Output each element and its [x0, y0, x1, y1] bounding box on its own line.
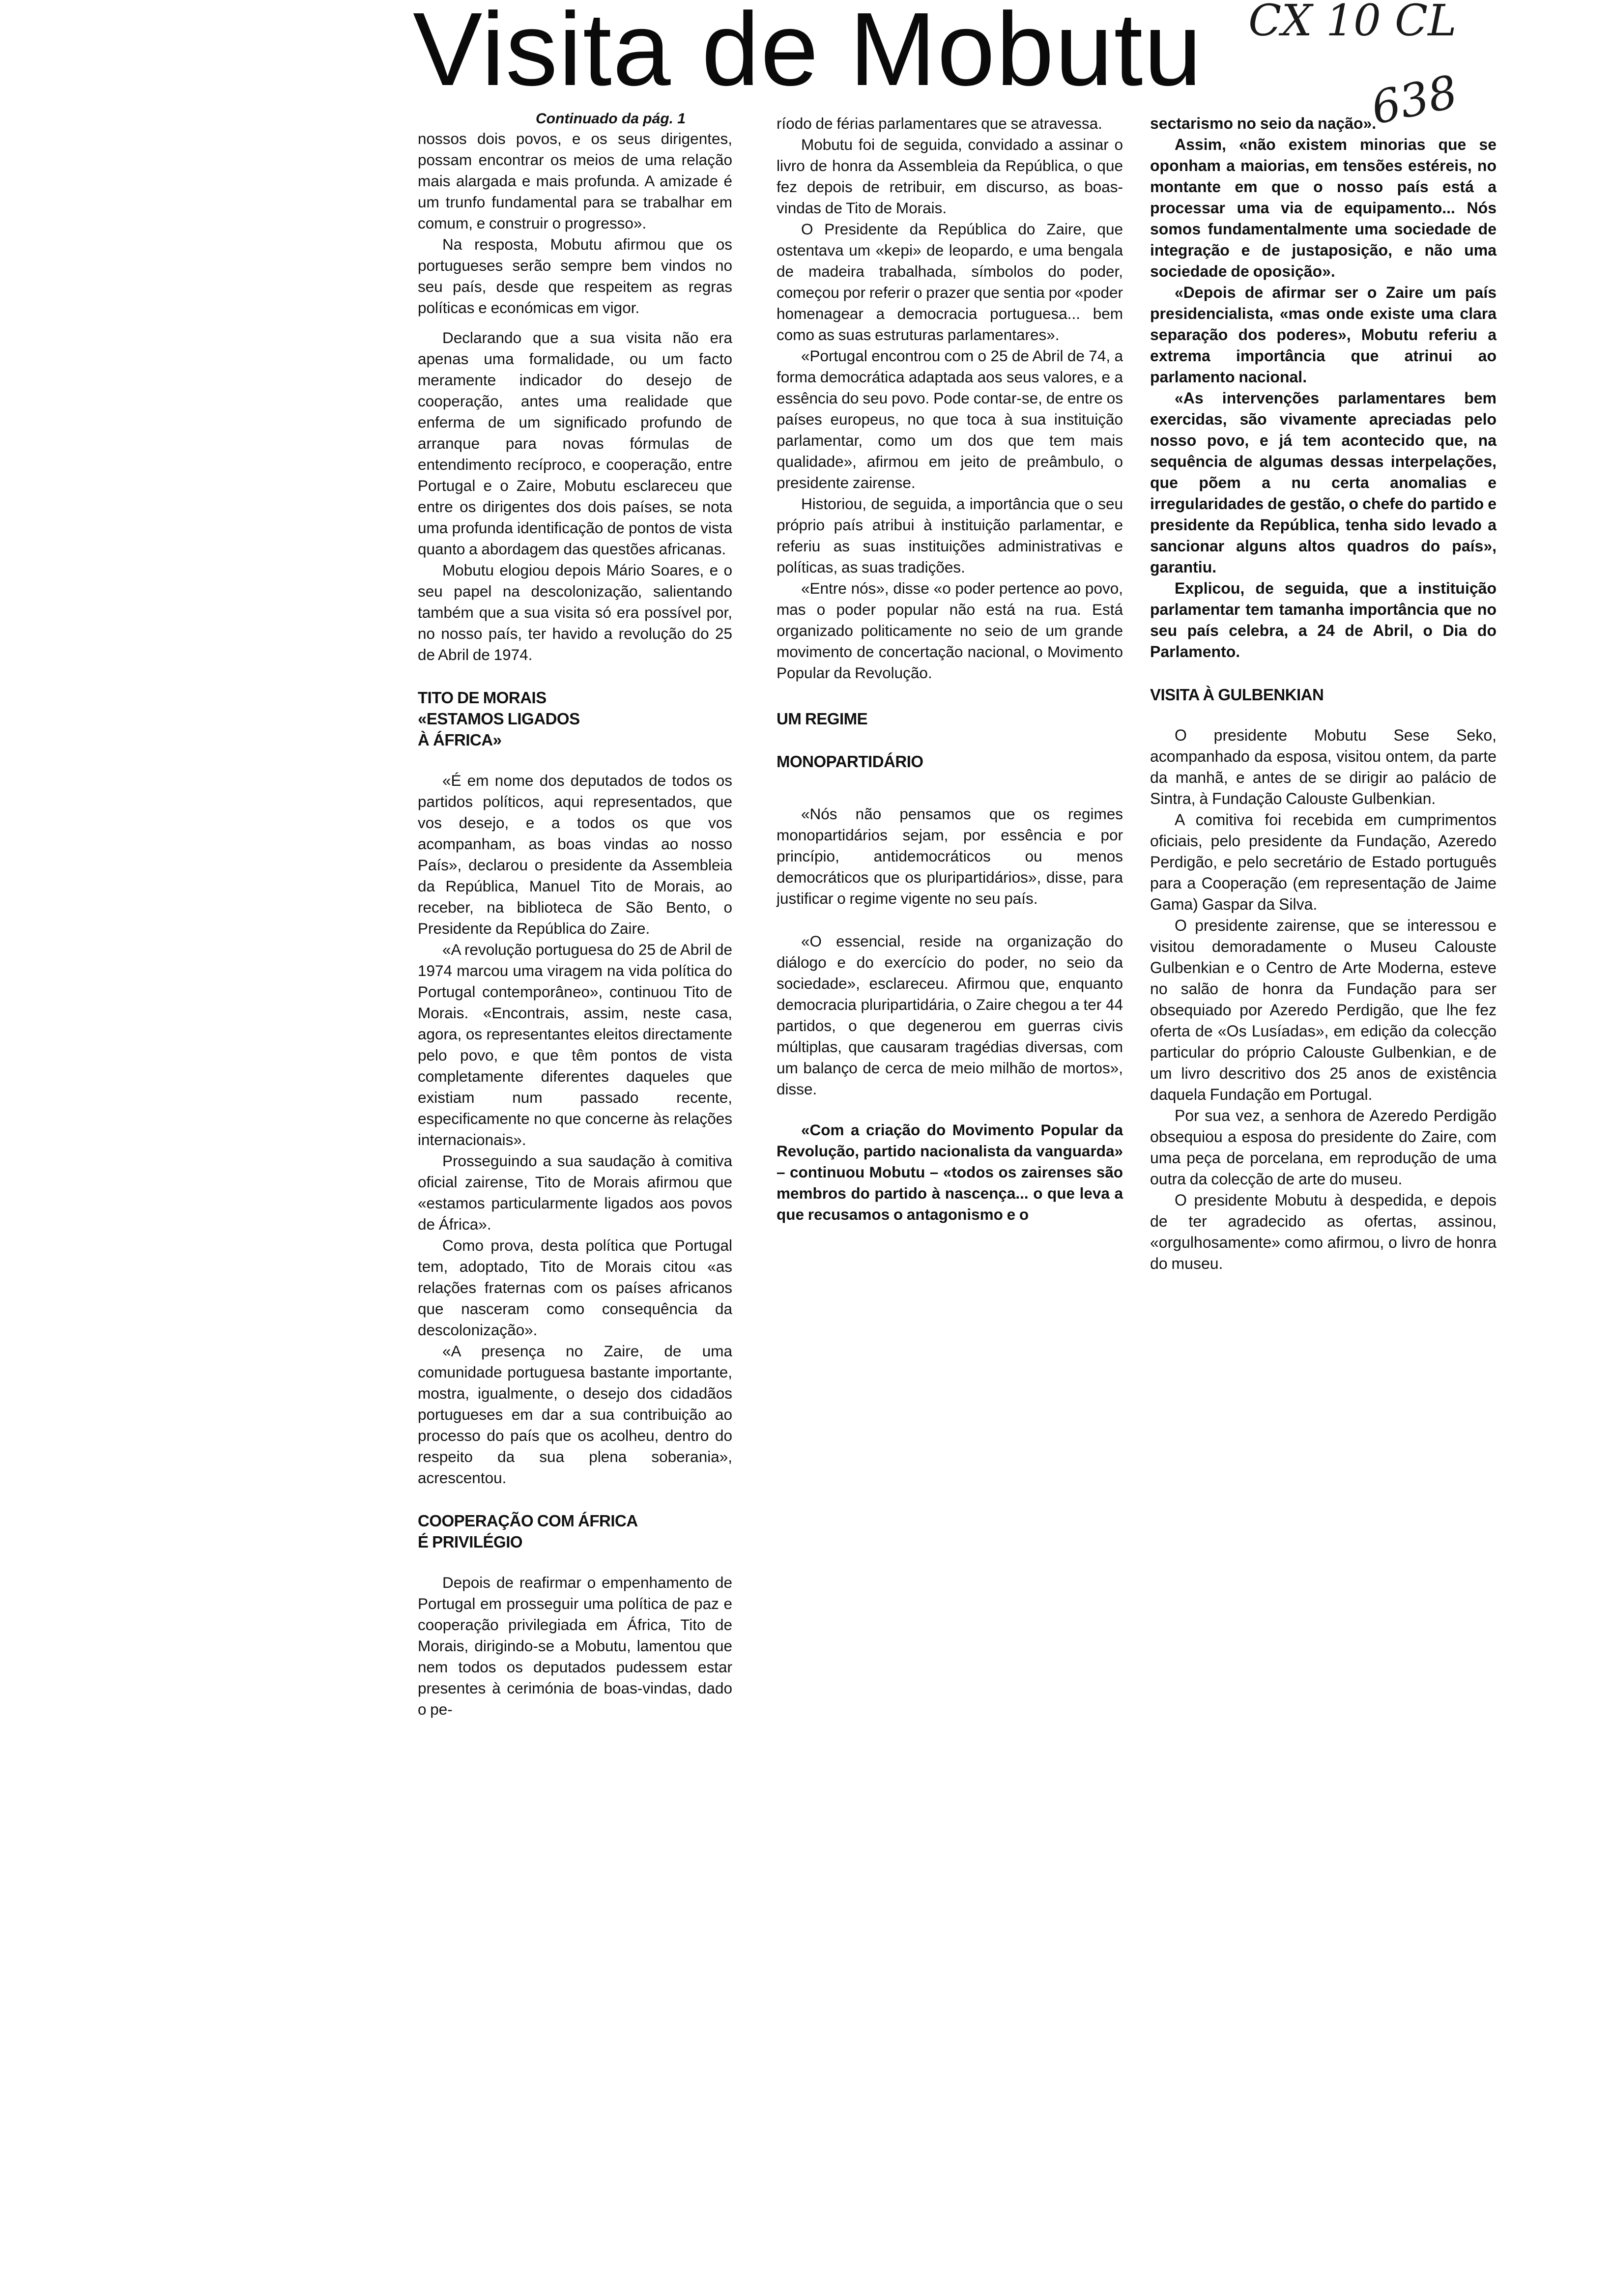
paragraph: A comitiva foi recebida em cumprimentos oficiais, pelo presidente da Fundação, Azeredo Perdigão, e pelo secretário de Estado português para a Cooperação (em representação de Jaime Gama) Gaspar da Silva. [1150, 811, 1497, 913]
handwritten-note: CX 10 CL [1248, 0, 1457, 46]
paragraph: Explicou, de seguida, que a instituição parlamentar tem tamanha importância que no seu país celebra, a 24 de Abril, o Dia do Parlamento. [1150, 579, 1497, 660]
subhead-a-africa: À ÁFRICA» [418, 731, 502, 749]
paragraph: Prosseguindo a sua saudação à comitiva oficial zairense, Tito de Morais afirmou que «estamos particularmente ligados aos povos de África». [418, 1152, 732, 1233]
paragraph: O presidente zairense, que se interessou e visitou demoradamente o Museu Calouste Gulbenkian e o Centro de Arte Moderna, esteve no salão de honra da Fundação para ser obsequiado por Azeredo Perdigão, que lhe fez oferta de «Os Lusíadas», em edição da colecção particular do próprio Calouste Gulbenkian, e de um livro descritivo dos 25 anos de existência daquela Fundação em Portugal. [1150, 917, 1497, 1103]
column-1-text [418, 128, 732, 1720]
column-3-text [1150, 113, 1497, 1274]
paragraph: «A revolução portuguesa do 25 de Abril de 1974 marcou uma viragem na vida política do Portugal contemporâneo», continuou Tito de Morais. «Encontrais, assim, neste casa, agora, os representantes eleitos directamente pelo povo, e que têm pontos de vista completamente diferentes daqueles que existiam num passado recente, especificamente no que concerne às relações internacionais». [418, 941, 732, 1148]
subhead-tito-de-morais: TITO DE MORAIS [418, 689, 547, 707]
paragraph: ríodo de férias parlamentares que se atravessa. [777, 115, 1102, 132]
paragraph: «A presença no Zaire, de uma comunidade portuguesa bastante importante, mostra, igualmente, o desejo dos cidadãos portugueses em dar a sua contribuição ao processo do país que os acolheu, dentro do respeito da sua plena soberania», acrescentou. [418, 1342, 732, 1487]
continuation-label: Continuado da pág. 1 [536, 111, 686, 127]
paragraph: «Entre nós», disse «o poder pertence ao povo, mas o poder popular não está na rua. Está organizado politicamente no seio de um grande movimento de concertação nacional, o Movimento Popular da Revolução. [777, 579, 1123, 682]
article-title: Visita de Mobutu [413, 0, 1203, 107]
paragraph: Na resposta, Mobutu afirmou que os portugueses serão sempre bem vindos no seu país, desde que respeitem as regras políticas e económicas em vigor. [418, 235, 732, 316]
paragraph: «Depois de afirmar ser o Zaire um país presidencialista, «mas onde existe uma clara separação dos poderes», Mobutu referiu a extrema importância que atrinui ao parlamento nacional. [1150, 284, 1497, 386]
paragraph: «As intervenções parlamentares bem exercidas, são vivamente apreciadas pelo nosso povo, e já tem acontecido que, na sequência de algumas dessas interpelações, que põem a nu certa anomalias e irregularidades de gestão, o chefe do partido e presidente da República, tenha sido levado a sancionar alguns altos quadros do país», garantiu. [1150, 389, 1497, 576]
paragraph: O Presidente da República do Zaire, que ostentava um «kepi» de leopardo, e uma bengala de madeira trabalhada, símbolos do poder, começou por referir o prazer que sentia por «poder homenagear a democracia portuguesa... bem como as suas estruturas parlamentares». [777, 220, 1123, 344]
subhead-visita-gulbenkian: VISITA À GULBENKIAN [1150, 686, 1324, 704]
paragraph: Assim, «não existem minorias que se oponham a maiorias, em tensões estéreis, no montante em que o nosso país está a processar uma via de equipamento... Nós somos fundamentalmente uma sociedade de integração e de justaposição, e não uma sociedade de oposição». [1150, 136, 1497, 280]
paragraph: Historiou, de seguida, a importância que o seu próprio país atribui à instituição parlamentar, e referiu as suas instituições administrativas e políticas, as suas tradições. [777, 495, 1123, 576]
paragraph: Mobutu foi de seguida, convidado a assinar o livro de honra da Assembleia da República, o que fez depois de retribuir, em discurso, as boas-vindas de Tito de Morais. [777, 136, 1123, 217]
handwritten-number: 638 [1366, 65, 1462, 135]
paragraph: Depois de reafirmar o empenhamento de Portugal em prosseguir uma política de paz e cooperação privilegiada em África, Tito de Morais, dirigindo-se a Mobutu, lamentou que nem todos os deputados pudessem estar presentes à cerimónia de boas-vindas, dado o pe- [418, 1574, 732, 1718]
subhead-monopartidario: MONOPARTIDÁRIO [777, 752, 923, 771]
paragraph: O presidente Mobutu à despedida, e depois de ter agradecido as ofertas, assinou, «orgulhosamente» como afirmou, o livro de honra do museu. [1150, 1191, 1497, 1272]
paragraph: Declarando que a sua visita não era apenas uma formalidade, ou um facto meramente indicador do desejo de cooperação, antes uma realidade que enferma de um significado profundo de arranque para novas fórmulas de entendimento recíproco, e cooperação, entre Portugal e o Zaire, Mobutu esclareceu que entre os dirigentes dos dois países, se nota uma profunda identificação de pontos de vista quanto a abordagem das questões africanas. [418, 329, 732, 558]
paragraph: «Com a criação do Movimento Popular da Revolução, partido nacionalista da vanguarda» – continuou Mobutu – «todos os zairenses são membros do partido à nascença... o que leva a que recusamos o antagonismo e o [777, 1121, 1123, 1223]
paragraph: Mobutu elogiou depois Mário Soares, e o seu papel na descolonização, salientando também que a sua visita só era possível por, no nosso país, ter havido a revolução do 25 de Abril de 1974. [418, 561, 732, 663]
subhead-um-regime: UM REGIME [777, 710, 868, 728]
column-3 [1150, 113, 1497, 1274]
column-2 [777, 113, 1123, 1225]
paragraph: nossos dois povos, e os seus dirigentes, possam encontrar os meios de uma relação mais alargada e mais profunda. A amizade é um trunfo fundamental para se trabalhar em comum, e construir o progresso». [418, 130, 732, 232]
paragraph: «É em nome dos deputados de todos os partidos políticos, aqui representados, que vos desejo, e a todos os que vos acompanham, as boas vindas ao nosso País», declarou o presidente da Assembleia da República, Manuel Tito de Morais, ao receber, na biblioteca de São Bento, o Presidente da República do Zaire. [418, 772, 732, 937]
column-2-text [777, 113, 1123, 1225]
subhead-cooperacao: COOPERAÇÃO COM ÁFRICA [418, 1512, 638, 1530]
paragraph: «O essencial, reside na organização do diálogo e do exercício do poder, no seio da sociedade», esclareceu. Afirmou que, enquanto democracia pluripartidária, o Zaire chegou a ter 44 partidos, o que degenerou em guerras civis múltiplas, que causaram tragédias diversas, com um balanço de cerca de meio milhão de mortos», disse. [777, 932, 1123, 1098]
paragraph: «Portugal encontrou com o 25 de Abril de 74, a forma democrática adaptada aos seus valores, e a essência do seu povo. Pode contar-se, de entre os países europeus, no que toca à sua instituição parlamentar, como um dos que tem mais qualidade», afirmou em jeito de preâmbulo, o presidente zairense. [777, 347, 1123, 491]
paragraph: sectarismo no seio da nação». [1150, 115, 1377, 132]
column-1 [418, 111, 732, 1720]
subhead-estamos-ligados: «ESTAMOS LIGADOS [418, 710, 580, 728]
paragraph: O presidente Mobutu Sese Seko, acompanhado da esposa, visitou ontem, da parte da manhã, e antes de se dirigir ao palácio de Sintra, à Fundação Calouste Gulbenkian. [1150, 726, 1497, 807]
paragraph: «Nós não pensamos que os regimes monopartidários sejam, por essência e por princípio, antidemocráticos ou menos democráticos que os pluripartidários», disse, para justificar o regime vigente no seu país. [777, 805, 1123, 907]
subhead-privilegio: É PRIVILÉGIO [418, 1533, 523, 1551]
paragraph: Por sua vez, a senhora de Azeredo Perdigão obsequiou a esposa do presidente do Zaire, com uma peça de porcelana, em reprodução de uma outra da colecção de arte do museu. [1150, 1107, 1497, 1188]
paragraph: Como prova, desta política que Portugal tem, adoptado, Tito de Morais citou «as relações fraternas com os países africanos que nasceram como consequência da descolonização». [418, 1236, 732, 1339]
